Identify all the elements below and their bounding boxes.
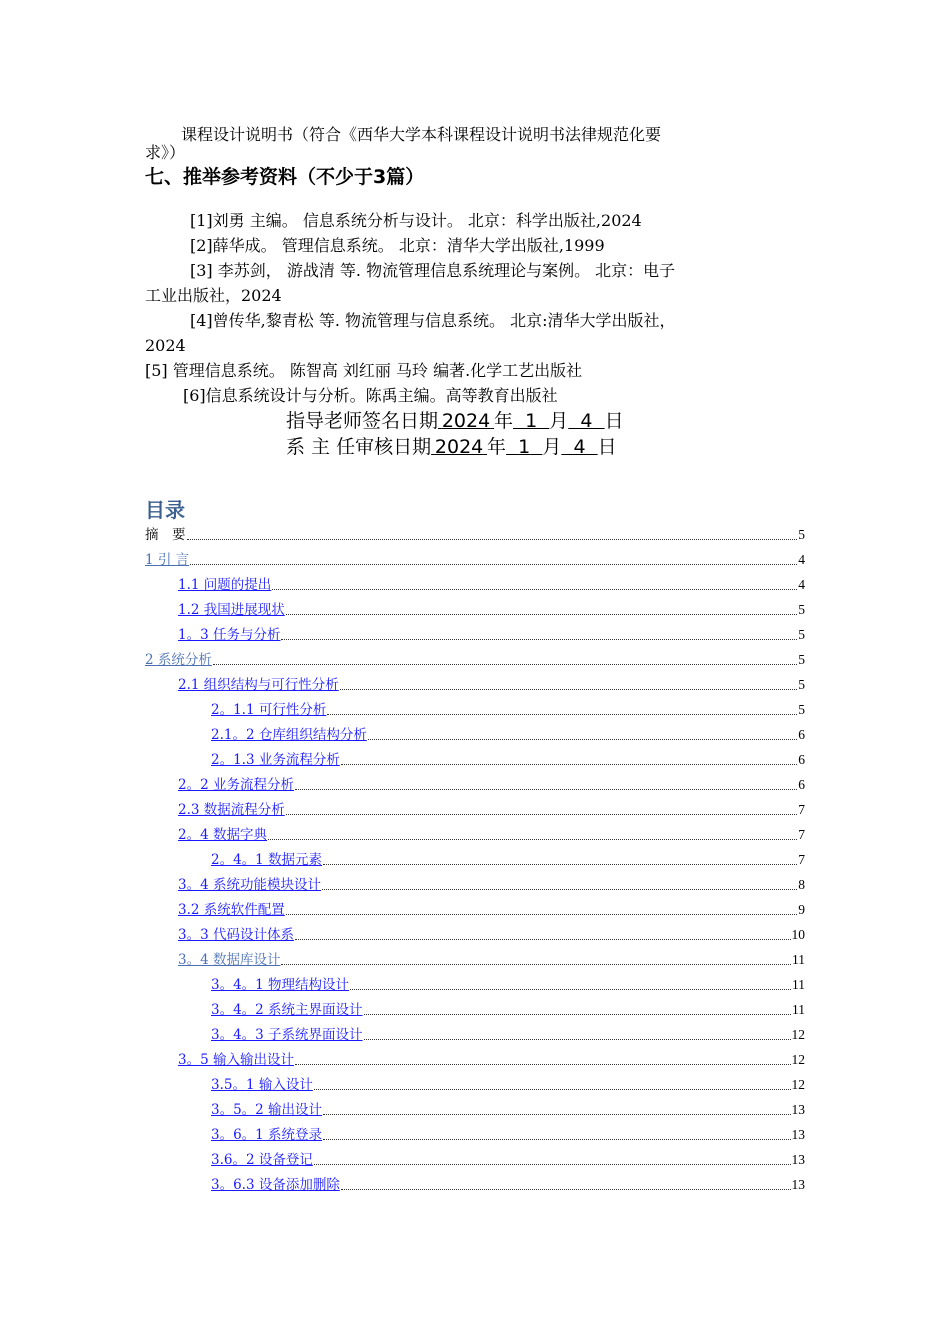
year-unit: 年 bbox=[487, 436, 507, 458]
toc-entry[interactable]: 3。4 数据库设计 11 bbox=[178, 952, 805, 968]
toc-entry[interactable]: 2.1 组织结构与可行性分析 5 bbox=[178, 677, 805, 693]
head-review-day: 4 bbox=[573, 436, 586, 458]
advisor-sign-label: 指导老师签名日期 bbox=[286, 410, 439, 432]
toc-entry[interactable]: 2。4 数据字典 7 bbox=[178, 827, 805, 843]
reference-3-continued: 工业出版社，2024 bbox=[145, 286, 282, 305]
toc-entry[interactable]: 3.2 系统软件配置 9 bbox=[178, 902, 805, 918]
reference-4: [4]曾传华,黎青松 等. 物流管理与信息系统。 北京:清华大学出版社， bbox=[190, 311, 676, 330]
toc-entry[interactable]: 2 系统分析 5 bbox=[145, 652, 805, 668]
day-unit: 日 bbox=[597, 436, 617, 458]
toc-entry[interactable]: 3。6。1 系统登录 13 bbox=[211, 1127, 805, 1143]
head-review-year: 2024 bbox=[434, 436, 484, 458]
head-review-month: 1 bbox=[518, 436, 531, 458]
toc-entry[interactable]: 2。2 业务流程分析 6 bbox=[178, 777, 805, 793]
intro-line-2: 求》） bbox=[145, 143, 186, 162]
toc-entry[interactable]: 3.5。1 输入设计 12 bbox=[211, 1077, 805, 1093]
toc-entry[interactable]: 3。3 代码设计体系 10 bbox=[178, 927, 805, 943]
toc-entry[interactable]: 3。5。2 输出设计 13 bbox=[211, 1102, 805, 1118]
toc-entry[interactable]: 3.6。2 设备登记 13 bbox=[211, 1152, 805, 1168]
advisor-sign-year: 2024 bbox=[441, 410, 491, 432]
toc-entry[interactable]: 3。4。3 子系统界面设计 12 bbox=[211, 1027, 805, 1043]
toc-entry[interactable]: 2。4。1 数据元素 7 bbox=[211, 852, 805, 868]
toc-entry[interactable]: 2。1.3 业务流程分析 6 bbox=[211, 752, 805, 768]
toc-entry[interactable]: 3。4。1 物理结构设计 11 bbox=[211, 977, 805, 993]
toc-entry[interactable]: 3。5 输入输出设计 12 bbox=[178, 1052, 805, 1068]
toc-entry[interactable]: 2.3 数据流程分析 7 bbox=[178, 802, 805, 818]
department-head-review-date bbox=[286, 432, 617, 459]
reference-1: [1]刘勇 主编。 信息系统分析与设计。 北京：科学出版社,2024 bbox=[190, 211, 642, 230]
section-heading: 七、推举参考资料（不少于3篇） bbox=[145, 166, 425, 188]
toc-entry[interactable]: 1 引 言 4 bbox=[145, 552, 805, 568]
toc-entry[interactable]: 3。4 系统功能模块设计 8 bbox=[178, 877, 805, 893]
toc-entry[interactable]: 1.1 问题的提出 4 bbox=[178, 577, 805, 593]
toc-entry[interactable]: 3。6.3 设备添加删除 13 bbox=[211, 1177, 805, 1193]
toc-entry[interactable]: 3。4。2 系统主界面设计 11 bbox=[211, 1002, 805, 1018]
day-unit: 日 bbox=[604, 410, 624, 432]
reference-5: [5] 管理信息系统。 陈智高 刘红丽 马玲 编著.化学工艺出版社 bbox=[145, 361, 583, 380]
toc-entry[interactable]: 1.2 我国进展现状 5 bbox=[178, 602, 805, 618]
advisor-signature-date bbox=[286, 406, 624, 433]
year-unit: 年 bbox=[493, 410, 513, 432]
toc-title: 目录 bbox=[145, 498, 185, 522]
reference-4-continued: 2024 bbox=[145, 336, 186, 355]
reference-3: [3] 李苏剑， 游战清 等. 物流管理信息系统理论与案例。 北京：电子 bbox=[190, 261, 676, 280]
intro-paragraph bbox=[145, 124, 810, 164]
month-unit: 月 bbox=[549, 410, 569, 432]
toc-entry[interactable]: 2.1。2 仓库组织结构分析 6 bbox=[211, 727, 805, 743]
advisor-sign-month: 1 bbox=[525, 410, 538, 432]
month-unit: 月 bbox=[542, 436, 562, 458]
advisor-sign-day: 4 bbox=[580, 410, 593, 432]
reference-2: [2]薛华成。 管理信息系统。 北京：清华大学出版社,1999 bbox=[190, 236, 605, 255]
toc-entry[interactable]: 1。3 任务与分析 5 bbox=[178, 627, 805, 643]
head-review-label: 系 主 任审核日期 bbox=[286, 436, 432, 458]
intro-line-1: 课程设计说明书（符合《西华大学本科课程设计说明书法律规范化要 bbox=[181, 125, 662, 144]
toc-entry[interactable]: 摘 要 5 bbox=[145, 527, 805, 543]
toc-entry[interactable]: 2。1.1 可行性分析 5 bbox=[211, 702, 805, 718]
reference-6: [6]信息系统设计与分析。陈禹主编。高等教育出版社 bbox=[183, 386, 558, 405]
